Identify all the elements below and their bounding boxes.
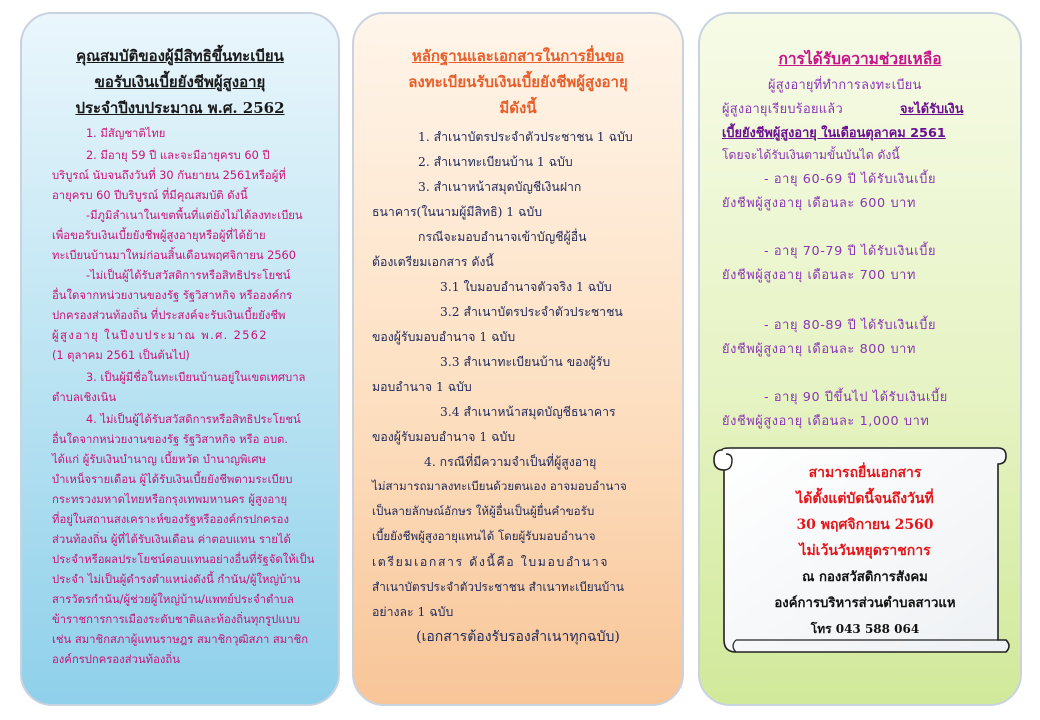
assistance-highlight: จะได้รับเงิน <box>900 102 964 117</box>
eligibility-line: 4. ไม่เป็นผู้ได้รับสวัสดิการหรือสิทธิประโยชน์ <box>86 413 301 426</box>
tier-age: - อายุ 90 ปีขึ้นไป ได้รับเงินเบี้ย <box>764 390 948 405</box>
documents-line: 3.4 สำเนาหน้าสมุดบัญชีธนาคาร <box>440 405 616 419</box>
eligibility-title-line-1: คุณสมบัติของผู้มีสิทธิขึ้นทะเบียน <box>76 47 284 65</box>
documents-line: 2. สำเนาทะเบียนบ้าน 1 ฉบับ <box>418 155 573 169</box>
eligibility-line: (1 ตุลาคม 2561 เป็นต้นไป) <box>52 349 190 362</box>
tier-age: - อายุ 70-79 ปี ได้รับเงินเบี้ย <box>764 244 937 259</box>
documents-title-line-2: ลงทะเบียนรับเงินเบี้ยยังชีพผู้สูงอายุ <box>408 73 628 91</box>
documents-line: เตรียมเอกสาร ดังนี้คือ ใบมอบอำนาจ <box>372 555 610 569</box>
eligibility-line: ที่อยู่ในสถานสงเคราะห์ของรัฐหรือองค์กรปกครอง <box>52 513 289 526</box>
eligibility-line: ประจำ ไม่เป็นผู้ดำรงตำแหน่งดังนี้ กำนัน/ผู้ใหญ่บ้าน <box>52 573 301 586</box>
notice-phone: โทร 043 588 064 <box>810 622 920 636</box>
documents-line: ต้องเตรียมเอกสาร ดังนี้ <box>372 255 494 269</box>
eligibility-line: บริบูรณ์ นับจนถึงวันที่ 30 กันยายน 2561หรือผู้ที่ <box>52 169 286 182</box>
documents-line: 3. สำเนาหน้าสมุดบัญชีเงินฝาก <box>418 180 582 194</box>
documents-line: 3.2 สำเนาบัตรประจำตัวประชาชน <box>440 305 623 319</box>
assistance-intro-line: โดยจะได้รับเงินตามขั้นบันได ดังนี้ <box>722 148 900 162</box>
documents-line: เป็นลายลักษณ์อักษร ให้ผู้อื่นเป็นผู้ยื่นคำขอรับ <box>372 504 595 518</box>
eligibility-line: ตำบลเชิงเนิน <box>52 391 117 404</box>
eligibility-line: ปกครองส่วนท้องถิ่น ที่ประสงค์จะรับเงินเบี้ยยังชีพ <box>52 309 286 322</box>
assistance-intro-line: ผู้สูงอายุที่ทำการลงทะเบียน <box>768 78 922 93</box>
documents-line: ของผู้รับมอบอำนาจ 1 ฉบับ <box>372 430 516 444</box>
eligibility-line: ข้าราชการการเมืองระดับชาติและท้องถิ่นทุกรูปแบบ <box>52 613 300 626</box>
eligibility-line: ได้แก่ ผู้รับเงินบำนาญ เบี้ยหวัด บำนาญพิเศษ <box>52 453 266 466</box>
eligibility-line: อื่นใดจากหน่วยงานของรัฐ รัฐวิสาหกิจ หรือองค์กร <box>52 289 293 302</box>
notice-organization: องค์การบริหารส่วนตำบลสาวแห <box>774 596 956 611</box>
eligibility-line: สารวัตรกำนัน/ผู้ช่วยผู้ใหญ่บ้าน/แพทย์ประจำตำบล <box>52 593 294 606</box>
eligibility-line: ผู้สูงอายุ ในปีงบประมาณ พ.ศ. 2562 <box>52 329 268 342</box>
notice-line: ไม่เว้นวันหยุดราชการ <box>799 543 931 559</box>
assistance-highlight: เบี้ยยังชีพผู้สูงอายุ ในเดือนตุลาคม 2561 <box>722 126 946 141</box>
notice-date: 30 พฤศจิกายน 2560 <box>796 517 934 533</box>
eligibility-line: อายุครบ 60 ปีบริบูรณ์ ที่มีคุณสมบัติ ดังนี้ <box>52 189 248 202</box>
tier-amount: ยังชีพผู้สูงอายุ เดือนละ 800 บาท <box>722 342 916 357</box>
eligibility-title-line-2: ขอรับเงินเบี้ยยังชีพผู้สูงอายุ <box>94 73 266 91</box>
tier-amount: ยังชีพผู้สูงอายุ เดือนละ 1,000 บาท <box>722 414 930 429</box>
tier-amount: ยังชีพผู้สูงอายุ เดือนละ 600 บาท <box>722 196 916 211</box>
documents-line: เบี้ยยังชีพผู้สูงอายุแทนได้ โดยผู้รับมอบอำนาจ <box>372 529 596 543</box>
eligibility-line: 1. มีสัญชาติไทย <box>86 127 166 140</box>
documents-line: 3.3 สำเนาทะเบียนบ้าน ของผู้รับ <box>440 355 611 369</box>
eligibility-line: -มีภูมิลำเนาในเขตพื้นที่แต่ยังไม่ได้ลงทะเบียน <box>86 209 303 222</box>
eligibility-line: กระทรวงมหาดไทยหรือกรุงเทพมหานคร ผู้สูงอายุ <box>52 493 288 506</box>
documents-line: 3.1 ใบมอบอำนาจตัวจริง 1 ฉบับ <box>440 280 612 294</box>
eligibility-line: ทะเบียนบ้านมาใหม่ก่อนสิ้นเดือนพฤศจิกายน 2560 <box>52 249 296 262</box>
documents-footer-note: (เอกสารต้องรับรองสำเนาทุกฉบับ) <box>416 629 620 645</box>
notice-office: ณ กองสวัสดิการสังคม <box>802 570 928 585</box>
eligibility-line: -ไม่เป็นผู้ได้รับสวัสดิการหรือสิทธิประโยชน์ <box>86 269 291 282</box>
documents-line: กรณีจะมอบอำนาจเข้าบัญชีผู้อื่น <box>418 230 587 244</box>
documents-line: สำเนาบัตรประจำตัวประชาชน สำเนาทะเบียนบ้าน <box>372 580 624 594</box>
eligibility-line: องค์กรปกครองส่วนท้องถิ่น <box>52 653 180 666</box>
documents-line: ของผู้รับมอบอำนาจ 1 ฉบับ <box>372 330 516 344</box>
documents-line: 4. กรณีที่มีความจำเป็นที่ผู้สูงอายุ <box>424 455 597 469</box>
eligibility-line: 2. มีอายุ 59 ปี และจะมีอายุครบ 60 ปี <box>86 149 270 162</box>
documents-line: ธนาคาร(ในนามผู้มีสิทธิ) 1 ฉบับ <box>372 205 543 219</box>
eligibility-line: อื่นใดจากหน่วยงานของรัฐ รัฐวิสาหกิจ หรือ อบต. <box>52 433 288 446</box>
notice-line: สามารถยื่นเอกสาร <box>808 465 922 481</box>
documents-line: ไม่สามารถมาลงทะเบียนด้วยตนเอง อาจมอบอำนาจ <box>372 479 627 493</box>
eligibility-title-line-3: ประจำปีงบประมาณ พ.ศ. 2562 <box>75 99 285 117</box>
documents-line: อย่างละ 1 ฉบับ <box>372 605 454 619</box>
documents-line: มอบอำนาจ 1 ฉบับ <box>372 380 472 394</box>
documents-title-line-3: มีดังนี้ <box>499 99 537 117</box>
assistance-intro-line: ผู้สูงอายุเรียบร้อยแล้ว <box>722 102 843 117</box>
eligibility-line: ส่วนท้องถิ่น ผู้ที่ได้รับเงินเดือน ค่าตอบแทน รายได้ <box>52 533 291 546</box>
notice-line: ได้ตั้งแต่บัดนี้จนถึงวันที่ <box>796 491 934 507</box>
tier-age: - อายุ 80-89 ปี ได้รับเงินเบี้ย <box>764 318 937 333</box>
eligibility-line: ประจำหรือผลประโยชน์ตอบแทนอย่างอื่นที่รัฐจัดให้เป็น <box>52 553 315 566</box>
tier-amount: ยังชีพผู้สูงอายุ เดือนละ 700 บาท <box>722 268 916 283</box>
eligibility-line: เพื่อขอรับเงินเบี้ยยังชีพผู้สูงอายุหรือผู้ที่ได้ย้าย <box>52 229 266 242</box>
eligibility-line: 3. เป็นผู้มีชื่อในทะเบียนบ้านอยู่ในเขตเทศบาล <box>86 371 306 384</box>
assistance-title: การได้รับความช่วยเหลือ <box>778 50 942 68</box>
tier-age: - อายุ 60-69 ปี ได้รับเงินเบี้ย <box>764 172 937 187</box>
documents-line: 1. สำเนาบัตรประจำตัวประชาชน 1 ฉบับ <box>418 130 633 144</box>
eligibility-line: เช่น สมาชิกสภาผู้แทนราษฎร สมาชิกวุฒิสภา สมาชิก <box>52 633 309 646</box>
documents-title-line-1: หลักฐานและเอกสารในการยื่นขอ <box>411 47 625 65</box>
eligibility-line: บำเหน็จรายเดือน ผู้ได้รับเงินเบี้ยยังชีพตามระเบียบ <box>52 473 293 486</box>
